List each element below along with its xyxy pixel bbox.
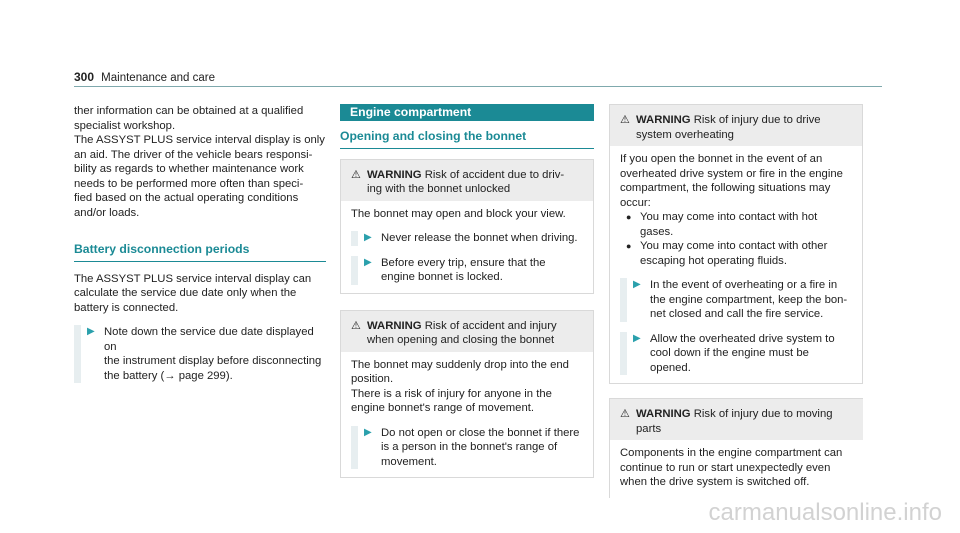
intro-paragraph <box>74 104 326 220</box>
step-arrow-icon: ▶ <box>364 256 372 268</box>
warning-triangle-icon: ⚠ <box>351 168 361 181</box>
warning-title: when opening and closing the bonnet <box>367 334 555 346</box>
text-line: compartment, the following situations may <box>620 182 831 194</box>
text-line: cool down if the engine must be <box>650 347 809 359</box>
warning-body <box>341 201 593 293</box>
text-line: the engine compartment, keep the bon- <box>650 293 848 306</box>
bonnet-heading: Opening and closing the bonnet <box>340 129 594 149</box>
step-arrow-icon: ▶ <box>87 326 95 337</box>
text-line: occur: <box>620 196 651 209</box>
text-line: opened. <box>650 361 691 374</box>
list-item <box>620 239 852 268</box>
text-line: battery is connected. <box>74 301 179 314</box>
warning-body <box>610 440 863 498</box>
warning-box-moving-parts <box>609 398 863 498</box>
warning-header <box>341 160 593 201</box>
page-number: 300 <box>74 70 95 84</box>
warning-body <box>610 146 862 383</box>
text-line: Note down the service due date displayed on <box>104 326 314 353</box>
text-line: ther information can be obtained at a qualified <box>74 105 304 117</box>
text-line: The bonnet may suddenly drop into the end <box>351 358 569 371</box>
text-line: the instrument display before disconnecting <box>104 355 322 367</box>
watermark: carmanualsonline.info <box>708 499 942 526</box>
warning-title: parts <box>636 422 662 435</box>
text-line: and/or loads. <box>74 206 140 219</box>
text-line: engine bonnet's range of movement. <box>351 402 535 414</box>
warning-header <box>610 399 863 440</box>
warning-label: WARNING <box>367 168 422 181</box>
warning-header <box>341 311 593 352</box>
warning-step <box>351 231 583 246</box>
text-line: overheated drive system or fire in the engine <box>620 167 843 180</box>
text-line: escaping hot operating fluids. <box>640 254 787 267</box>
warning-triangle-icon: ⚠ <box>620 114 630 126</box>
text-line: Do not open or close the bonnet if there <box>381 426 580 439</box>
warning-title: ing with the bonnet unlocked <box>367 183 511 195</box>
warning-triangle-icon: ⚠ <box>620 408 630 420</box>
battery-heading: Battery disconnection periods <box>74 242 326 262</box>
text-line: an aid. The driver of the vehicle bears responsi- <box>74 148 313 161</box>
text-line: There is a risk of injury for anyone in the <box>351 387 552 400</box>
bullet-icon: ● <box>626 212 632 222</box>
step-arrow-icon: ▶ <box>364 426 372 438</box>
text-line: In the event of overheating or a fire in <box>650 279 838 291</box>
chapter-title: Maintenance and care <box>101 72 215 84</box>
text-line: Before every trip, ensure that the <box>381 256 546 269</box>
text-line: You may come into contact with other <box>640 240 828 252</box>
text-line: Never release the bonnet when driving. <box>381 232 578 244</box>
warning-step <box>351 426 583 470</box>
warning-title: system overheating <box>636 128 734 141</box>
step-arrow-icon: ▶ <box>633 279 641 290</box>
text-line: The bonnet may open and block your view. <box>351 207 566 220</box>
text-line: The ASSYST PLUS service interval display is only <box>74 134 325 146</box>
text-line: gases. <box>640 225 674 238</box>
warning-header <box>610 105 862 146</box>
text-line: bility as regards to whether maintenance work <box>74 163 304 175</box>
warning-triangle-icon: ⚠ <box>351 319 361 332</box>
warning-step <box>620 332 852 376</box>
step-arrow-icon: ▶ <box>633 332 641 344</box>
bullet-list <box>620 210 852 268</box>
text-line: fied based on the actual operating conditions <box>74 192 299 204</box>
text-line: is a person in the bonnet's range of <box>381 441 558 453</box>
warning-label: WARNING <box>636 408 691 420</box>
text-line: Components in the engine compartment can <box>620 447 843 459</box>
warning-box-unlocked <box>340 159 594 294</box>
text-line: If you open the bonnet in the event of an <box>620 153 823 165</box>
text-line: position. <box>351 373 394 385</box>
bullet-icon: ● <box>626 241 632 251</box>
warning-step <box>351 256 583 285</box>
engine-compartment-bar: Engine compartment <box>340 104 594 121</box>
page-header <box>74 70 882 87</box>
list-item <box>620 210 852 239</box>
text-line: engine bonnet is locked. <box>381 271 503 283</box>
battery-step <box>74 325 326 383</box>
column-middle <box>340 104 594 478</box>
text-line: when the drive system is switched off. <box>620 476 810 488</box>
warning-label: WARNING <box>367 319 422 332</box>
warning-box-opening <box>340 310 594 479</box>
warning-title: Risk of accident and injury <box>424 319 557 332</box>
column-right <box>609 104 863 498</box>
text-line: You may come into contact with hot <box>640 211 818 223</box>
text-line: the battery (→ page 299). <box>104 369 233 382</box>
text-line: movement. <box>381 455 437 468</box>
text-line: Allow the overheated drive system to <box>650 332 835 345</box>
warning-box-overheating <box>609 104 863 384</box>
warning-title: Risk of injury due to drive <box>693 114 821 126</box>
warning-body <box>341 352 593 478</box>
warning-step <box>620 278 852 322</box>
text-line: needs to be performed more often than speci- <box>74 177 304 190</box>
column-left <box>74 104 326 383</box>
text-line: continue to run or start unexpectedly even <box>620 461 831 474</box>
warning-title: Risk of injury due to moving <box>693 408 833 420</box>
text-line: calculate the service due date only when the <box>74 287 297 299</box>
warning-label: WARNING <box>636 114 691 126</box>
text-line: net closed and call the fire service. <box>650 308 824 320</box>
warning-title: Risk of accident due to driv- <box>424 168 565 181</box>
battery-paragraph <box>74 272 326 316</box>
step-arrow-icon: ▶ <box>364 232 372 243</box>
text-line: specialist workshop. <box>74 119 176 132</box>
text-line: The ASSYST PLUS service interval display can <box>74 272 312 285</box>
